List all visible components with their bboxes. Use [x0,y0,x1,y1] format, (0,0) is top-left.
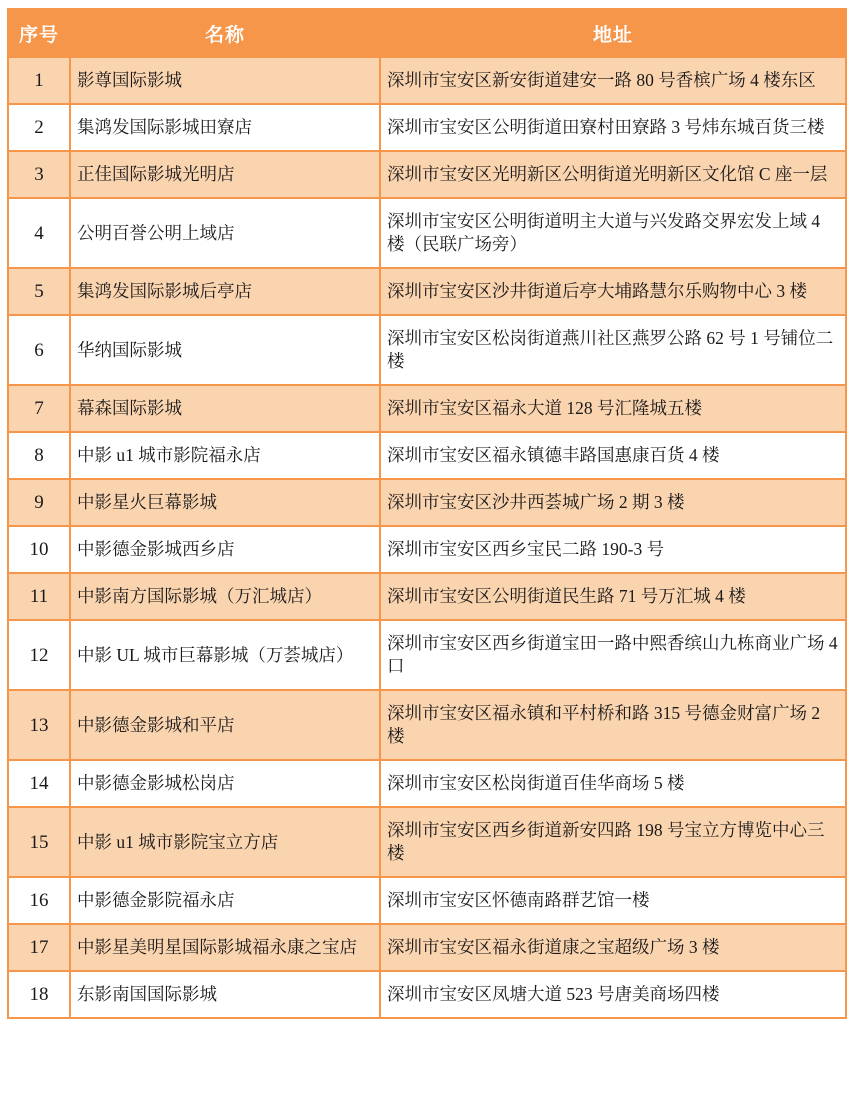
cell-index: 8 [8,432,70,479]
cell-cinema-address: 深圳市宝安区福永大道 128 号汇隆城五楼 [380,385,846,432]
table-row [8,760,846,807]
cell-cinema-address: 深圳市宝安区沙井西荟城广场 2 期 3 楼 [380,479,846,526]
table-row [8,877,846,924]
table-row [8,57,846,104]
table-row [8,479,846,526]
cell-index: 15 [8,807,70,877]
cell-cinema-address: 深圳市宝安区怀德南路群艺馆一楼 [380,877,846,924]
cell-index: 9 [8,479,70,526]
cell-cinema-address: 深圳市宝安区光明新区公明街道光明新区文化馆 C 座一层 [380,151,846,198]
table-row [8,432,846,479]
table-row [8,104,846,151]
cell-index: 4 [8,198,70,268]
cell-cinema-address: 深圳市宝安区松岗街道百佳华商场 5 楼 [380,760,846,807]
cell-cinema-address: 深圳市宝安区福永镇和平村桥和路 315 号德金财富广场 2 楼 [380,690,846,760]
table-row [8,924,846,971]
cell-index: 14 [8,760,70,807]
cell-cinema-name: 东影南国国际影城 [70,971,380,1018]
cell-index: 7 [8,385,70,432]
cell-index: 18 [8,971,70,1018]
cell-cinema-name: 中影 UL 城市巨幕影城（万荟城店） [70,620,380,690]
cell-cinema-address: 深圳市宝安区福永街道康之宝超级广场 3 楼 [380,924,846,971]
cell-index: 11 [8,573,70,620]
cell-index: 5 [8,268,70,315]
cell-cinema-name: 中影 u1 城市影院福永店 [70,432,380,479]
cell-index: 3 [8,151,70,198]
cell-cinema-name: 中影德金影院福永店 [70,877,380,924]
cell-cinema-address: 深圳市宝安区福永镇德丰路国惠康百货 4 楼 [380,432,846,479]
cell-index: 12 [8,620,70,690]
table-row [8,971,846,1018]
cell-index: 1 [8,57,70,104]
table-row [8,690,846,760]
column-header-index: 序号 [8,9,70,57]
table-row [8,385,846,432]
table-row [8,573,846,620]
cell-cinema-name: 中影德金影城西乡店 [70,526,380,573]
cell-cinema-address: 深圳市宝安区沙井街道后亭大埔路慧尔乐购物中心 3 楼 [380,268,846,315]
cell-cinema-name: 中影星火巨幕影城 [70,479,380,526]
cell-index: 10 [8,526,70,573]
cell-cinema-name: 集鸿发国际影城后亭店 [70,268,380,315]
cell-cinema-address: 深圳市宝安区西乡宝民二路 190-3 号 [380,526,846,573]
cell-cinema-name: 集鸿发国际影城田寮店 [70,104,380,151]
table-row [8,151,846,198]
cell-cinema-address: 深圳市宝安区新安街道建安一路 80 号香槟广场 4 楼东区 [380,57,846,104]
table-row [8,198,846,268]
cell-cinema-name: 中影星美明星国际影城福永康之宝店 [70,924,380,971]
cell-cinema-name: 正佳国际影城光明店 [70,151,380,198]
table-row [8,315,846,385]
cell-cinema-address: 深圳市宝安区公明街道田寮村田寮路 3 号炜东城百货三楼 [380,104,846,151]
cell-cinema-address: 深圳市宝安区公明街道民生路 71 号万汇城 4 楼 [380,573,846,620]
table-row [8,526,846,573]
cell-cinema-name: 影尊国际影城 [70,57,380,104]
cell-index: 17 [8,924,70,971]
cell-index: 13 [8,690,70,760]
cell-cinema-name: 公明百誉公明上域店 [70,198,380,268]
cell-index: 6 [8,315,70,385]
cell-cinema-name: 幕森国际影城 [70,385,380,432]
cell-cinema-address: 深圳市宝安区西乡街道新安四路 198 号宝立方博览中心三楼 [380,807,846,877]
table-row [8,268,846,315]
cell-cinema-name: 中影德金影城松岗店 [70,760,380,807]
cell-cinema-address: 深圳市宝安区西乡街道宝田一路中熙香缤山九栋商业广场 4 口 [380,620,846,690]
cell-cinema-name: 中影德金影城和平店 [70,690,380,760]
column-header-name: 名称 [70,9,380,57]
cell-index: 16 [8,877,70,924]
cell-index: 2 [8,104,70,151]
cell-cinema-address: 深圳市宝安区松岗街道燕川社区燕罗公路 62 号 1 号铺位二楼 [380,315,846,385]
column-header-address: 地址 [380,9,846,57]
table-body [8,57,846,1018]
cell-cinema-name: 中影 u1 城市影院宝立方店 [70,807,380,877]
cell-cinema-name: 华纳国际影城 [70,315,380,385]
table-header-row [8,9,846,57]
cinema-list-table [7,8,847,1019]
cell-cinema-address: 深圳市宝安区凤塘大道 523 号唐美商场四楼 [380,971,846,1018]
cell-cinema-address: 深圳市宝安区公明街道明主大道与兴发路交界宏发上域 4 楼（民联广场旁） [380,198,846,268]
table-row [8,807,846,877]
cell-cinema-name: 中影南方国际影城（万汇城店） [70,573,380,620]
table-row [8,620,846,690]
